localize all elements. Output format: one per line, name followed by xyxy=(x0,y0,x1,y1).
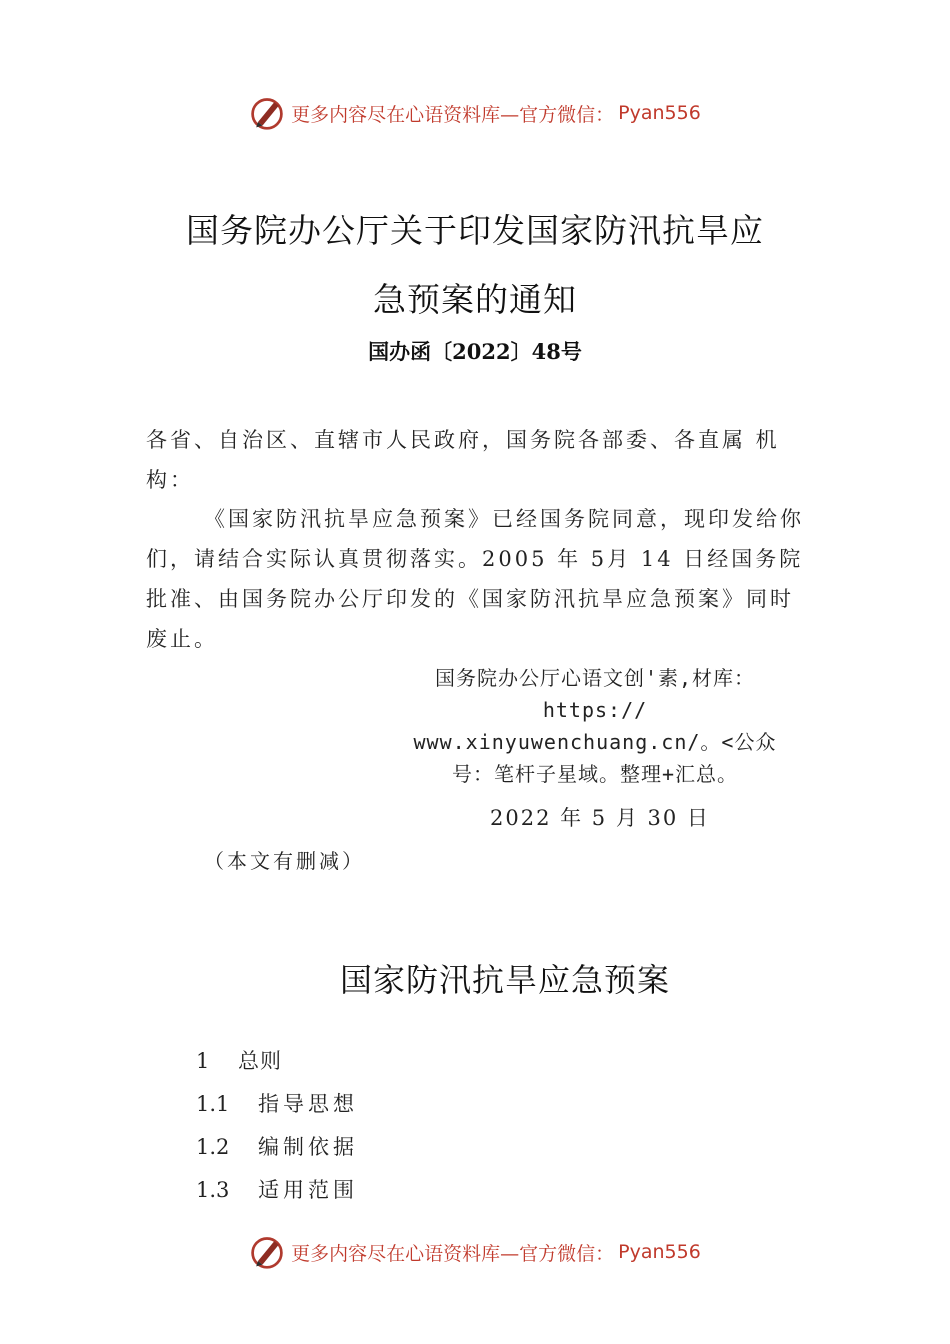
toc-number: 1.3 xyxy=(196,1178,230,1202)
toc-item xyxy=(196,1045,282,1075)
banner-handle: Pyan556 xyxy=(618,1241,701,1263)
document-number: 国办函〔2022〕48号 xyxy=(368,339,582,364)
toc-label: 指导思想 xyxy=(258,1092,358,1116)
watermark-banner-bottom xyxy=(0,1234,950,1270)
toc-label: 适用范围 xyxy=(258,1178,358,1202)
toc-item xyxy=(196,1174,358,1204)
body-paragraph: 《国家防汛抗旱应急预案》已经国务院同意，现印发给你们，请结合实际认真贯彻落实。2005 年 5月 14 日经国务院批准、由国务院办公厅印发的《国家防汛抗旱应急预案》同时废止。 xyxy=(146,507,804,651)
signature-block xyxy=(400,662,790,790)
signature-line: www.xinyuwenchuang.cn/。<公众 xyxy=(413,730,777,754)
toc-number: 1.1 xyxy=(196,1092,230,1116)
banner-text: 更多内容尽在心语资料库—官方微信： xyxy=(291,103,615,126)
toc-number: 1.2 xyxy=(196,1135,230,1159)
toc-label: 编制依据 xyxy=(258,1135,358,1159)
addressee: 各省、自治区、直辖市人民政府，国务院各部委、各直属 机构： xyxy=(146,428,780,492)
signature-line: https:// xyxy=(542,698,648,722)
notice-title-line2: 急预案的通知 xyxy=(373,280,577,319)
signature-line: 号：笔杆子星域。整理+汇总。 xyxy=(451,762,739,786)
banner-handle: Pyan556 xyxy=(618,102,701,124)
notice-title-line1: 国务院办公厅关于印发国家防汛抗旱应 xyxy=(186,211,764,250)
toc-item xyxy=(196,1131,358,1161)
issue-date: 2022 年 5 月 30 日 xyxy=(490,806,710,830)
banner-text: 更多内容尽在心语资料库—官方微信： xyxy=(291,1242,615,1265)
toc-item xyxy=(196,1088,358,1118)
pen-logo-icon xyxy=(249,95,285,131)
toc-number: 1 xyxy=(196,1049,210,1073)
plan-title: 国家防汛抗旱应急预案 xyxy=(339,961,670,999)
abridged-note: （本文有删减） xyxy=(204,849,365,873)
toc-label: 总则 xyxy=(238,1049,282,1073)
watermark-banner-top xyxy=(0,95,950,131)
signature-line: 国务院办公厅心语文创'素,材库： xyxy=(434,666,756,690)
pen-logo-icon xyxy=(249,1234,285,1270)
